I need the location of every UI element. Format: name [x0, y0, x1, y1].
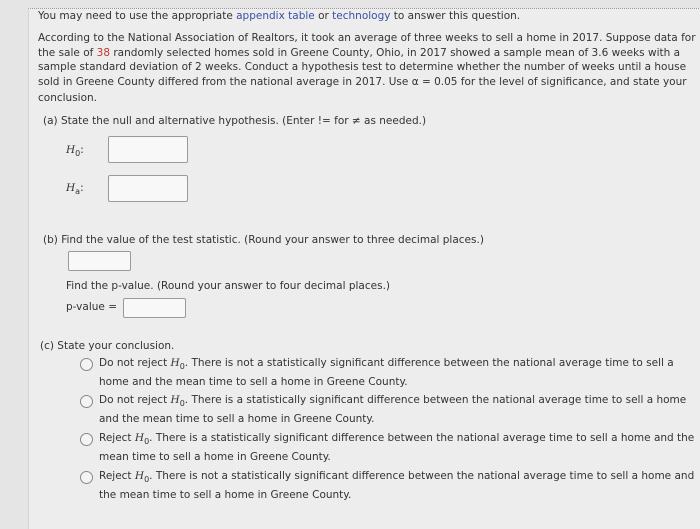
technology-link[interactable]: technology: [332, 10, 391, 22]
h0-label: $H_0$:: [66, 144, 84, 159]
p-value-prompt: Find the p-value. (Round your answer to four decimal places.): [66, 280, 391, 292]
radio-button[interactable]: [80, 358, 93, 371]
option-line: mean time to sell a home in Greene County.: [99, 451, 331, 463]
problem-line: According to the National Association of Realtors, it took an average of three weeks to sell a home in 2017. Suppose data for: [38, 32, 696, 44]
option-line: home and the mean time to sell a home in Greene County.: [99, 376, 408, 388]
appendix-table-link[interactable]: appendix table: [236, 10, 315, 22]
option-line: and the mean time to sell a home in Greene County.: [99, 413, 375, 425]
problem-line: conclusion.: [38, 92, 98, 104]
option-line: Do not reject $H_0$. There is a statistically significant difference between the national average time to sell a home: [99, 394, 687, 409]
part-c-label: (c) State your conclusion.: [40, 340, 175, 352]
p-value-input[interactable]: [123, 298, 186, 318]
sample-size: 38: [96, 47, 111, 59]
option-line: Reject $H_0$. There is not a statistically significant difference between the national average time to sell a home and: [99, 470, 695, 485]
ha-label: $H_a$:: [66, 182, 84, 197]
radio-button[interactable]: [80, 395, 93, 408]
problem-line: sold in Greene County differed from the national average in 2017. Use α = 0.05 for the level of significance, and state your: [38, 76, 687, 88]
problem-line: the sale of 38 randomly selected homes sold in Greene County, Ohio, in 2017 showed a sample mean of 3.6 weeks with a: [38, 47, 681, 59]
h0-input[interactable]: [108, 136, 188, 163]
option-line: Do not reject $H_0$. There is not a statistically significant difference between the national average time to sell a: [99, 357, 674, 372]
problem-line: sample standard deviation of 2 weeks. Conduct a hypothesis test to determine whether the number of weeks until a house: [38, 61, 687, 73]
radio-button[interactable]: [80, 433, 93, 446]
part-a-label: (a) State the null and alternative hypothesis. (Enter != for ≠ as needed.): [43, 115, 427, 127]
part-b-label: (b) Find the value of the test statistic. (Round your answer to three decimal places.): [43, 234, 484, 246]
p-value-label: p-value =: [66, 301, 117, 313]
option-line: the mean time to sell a home in Greene County.: [99, 489, 352, 501]
ha-input[interactable]: [108, 175, 188, 202]
option-line: Reject $H_0$. There is a statistically significant difference between the national average time to sell a home and the: [99, 432, 695, 447]
radio-button[interactable]: [80, 471, 93, 484]
test-statistic-input[interactable]: [68, 251, 131, 271]
intro-text: You may need to use the appropriate appendix table or technology to answer this question.: [38, 10, 521, 22]
